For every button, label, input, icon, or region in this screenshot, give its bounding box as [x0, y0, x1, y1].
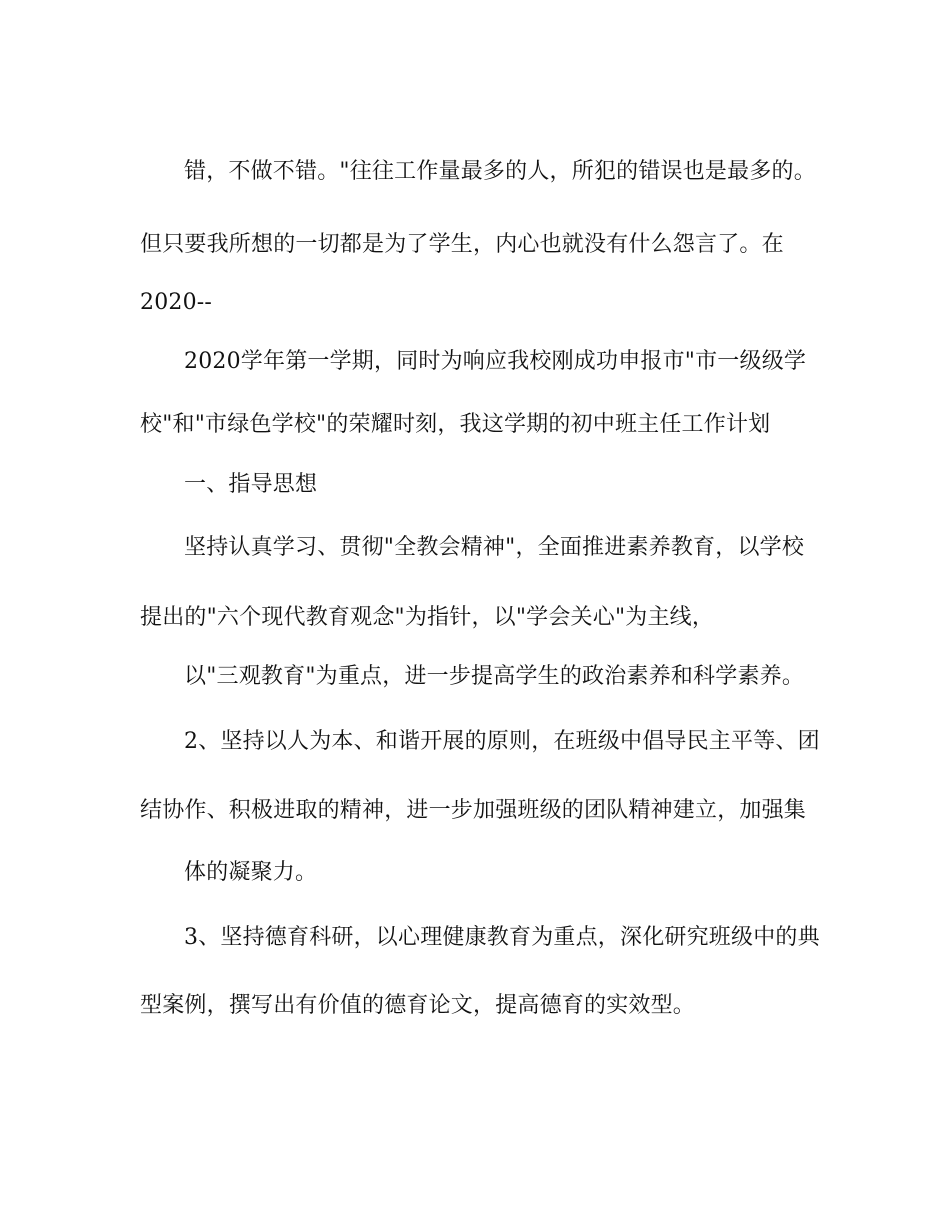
text-line: 2020--	[140, 290, 213, 315]
text-line: 错，不做不错。"往往工作量最多的人，所犯的错误也是最多的。	[184, 159, 816, 184]
text-line: 体的凝聚力。	[184, 860, 318, 885]
text-line: 坚持认真学习、贯彻"全教会精神"，全面推进素养教育，以学校	[184, 535, 805, 560]
text-line: 型案例，撰写出有价值的德育论文，提高德育的实效型。	[140, 993, 696, 1018]
text-line: 提出的"六个现代教育观念"为指针，以"学会关心"为主线，	[140, 605, 715, 630]
text-line: 2、坚持以人为本、和谐开展的原则，在班级中倡导民主平等、团	[184, 729, 820, 754]
text-line: 校"和"市绿色学校"的荣耀时刻，我这学期的初中班主任工作计划	[140, 412, 771, 437]
text-line: 结协作、积极进取的精神，进一步加强班级的团队精神建立，加强集	[140, 798, 807, 823]
text-line: 但只要我所想的一切都是为了学生，内心也就没有什么怨言了。在	[140, 232, 784, 257]
section-heading: 一、指导思想	[184, 472, 318, 497]
text-line: 以"三观教育"为重点，进一步提高学生的政治素养和科学素养。	[184, 664, 805, 689]
text-line: 2020学年第一学期，同时为响应我校刚成功申报市"市一级级学	[184, 349, 807, 374]
text-line: 3、坚持德育科研，以心理健康教育为重点，深化研究班级中的典	[184, 925, 820, 950]
